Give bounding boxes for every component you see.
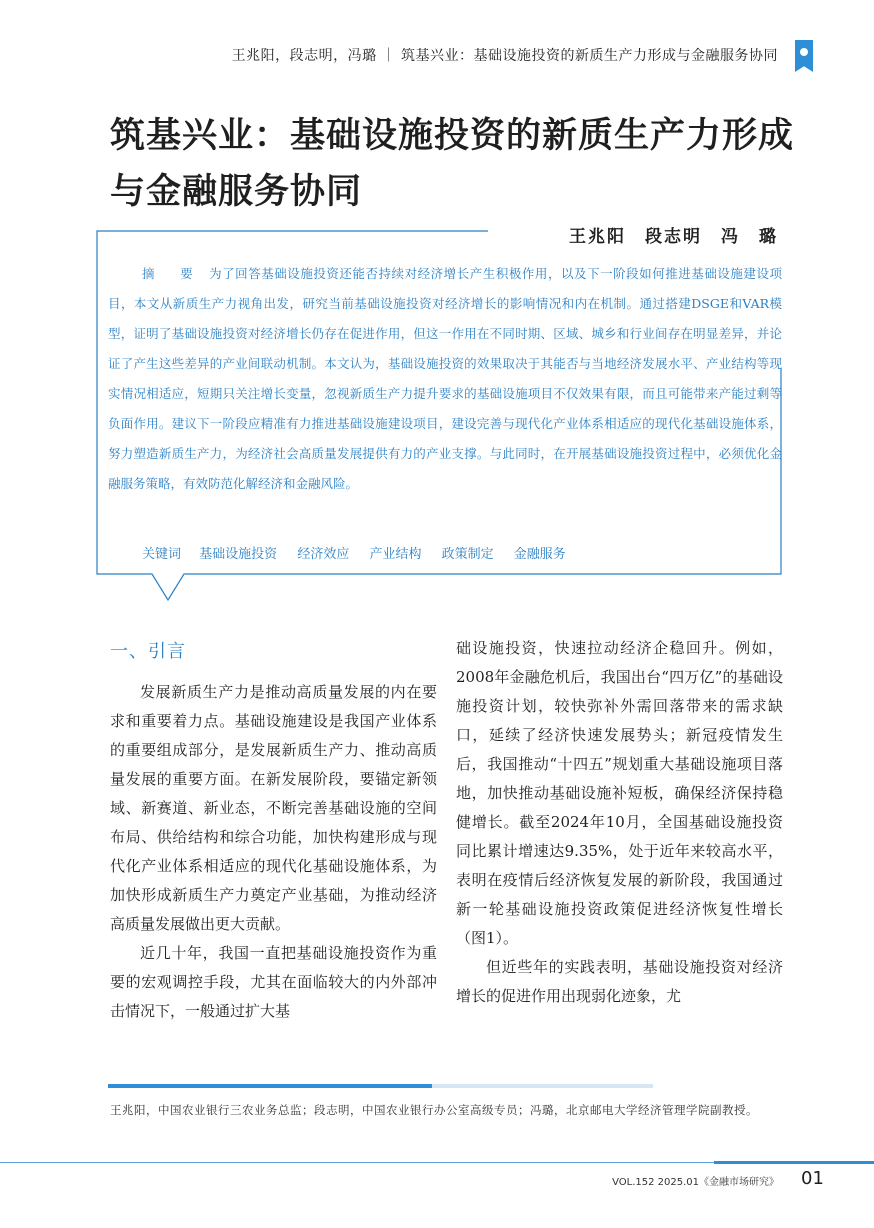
keywords-label: 关键词	[142, 547, 182, 562]
article-title: 筑基兴业：基础设施投资的新质生产力形成与金融服务协同	[110, 115, 795, 212]
running-head: 王兆阳，段志明，冯璐 ｜ 筑基兴业：基础设施投资的新质生产力形成与金融服务协同	[231, 48, 778, 64]
body-paragraph: 础设施投资，快速拉动经济企稳回升。例如，2008年金融危机后，我国出台“四万亿”的基础设施投资计划，较快弥补外需回落带来的需求缺口，延续了经济快速发展势头；新冠疫情发生后，我国推动“十四五”规划重大基础设施项目落地，加快推动基础设施补短板，确保经济保持稳健增长。截至2024年10月，全国基础设施投资同比累计增速达9.35%，处于近年来较高水平，表明在疫情后经济恢复发展的新阶段，我国通过新一轮基础设施投资政策促进经济恢复性增长（图1）。	[456, 639, 783, 947]
journal-folio: VOL.152 2025.01《金融市场研究》	[612, 1177, 779, 1188]
page-number: 01	[801, 1168, 824, 1189]
keyword: 政策制定	[441, 547, 494, 562]
body-column-right	[456, 634, 783, 1011]
body-paragraph: 但近些年的实践表明，基础设施投资对经济增长的促进作用出现弱化迹象，尤	[456, 958, 783, 1005]
keyword: 基础设施投资	[199, 547, 278, 562]
keyword: 金融服务	[513, 547, 566, 562]
abstract-label: 摘 要	[142, 266, 200, 281]
body-column-left	[110, 678, 437, 1026]
authors: 王兆阳 段志明 冯 璐	[569, 227, 778, 247]
keyword: 经济效应	[297, 547, 350, 562]
body-paragraph: 发展新质生产力是推动高质量发展的内在要求和重要着力点。基础设施建设是我国产业体系的重要组成部分，是发展新质生产力、推动高质量发展的重要方面。在新发展阶段，要锚定新领域、新赛道、新业态，不断完善基础设施的空间布局、供给结构和综合功能，加快构建形成与现代化产业体系相适应的现代化基础设施体系，为加快形成新质生产力奠定产业基础，为推动经济高质量发展做出更大贡献。	[110, 683, 437, 933]
footnote-divider	[108, 1084, 653, 1088]
abstract-body: 为了回答基础设施投资还能否持续对经济增长产生积极作用，以及下一阶段如何推进基础设施建设项目，本文从新质生产力视角出发，研究当前基础设施投资对经济增长的影响情况和内在机制。通过搭建DSGE和VAR模型，证明了基础设施投资对经济增长仍存在促进作用，但这一作用在不同时期、区域、城乡和行业间存在明显差异，并论证了产生这些差异的产业间联动机制。本文认为，基础设施投资的效果取决于其能否与当地经济发展水平、产业结构等现实情况相适应，短期只关注增长变量，忽视新质生产力提升要求的基础设施项目不仅效果有限，而且可能带来产能过剩等负面作用。建议下一阶段应精准有力推进基础设施建设项目，建设完善与现代化产业体系相适应的现代化基础设施体系，努力塑造新质生产力，为经济社会高质量发展提供有力的产业支撑。与此同时，在开展基础设施投资过程中，必须优化金融服务策略，有效防范化解经济和金融风险。	[108, 266, 782, 491]
keyword: 产业结构	[369, 547, 422, 562]
footer-rule-accent	[714, 1161, 874, 1164]
keywords	[142, 543, 582, 562]
section-heading: 一、引言	[110, 641, 186, 662]
author-footnote: 王兆阳，中国农业银行三农业务总监；段志明，中国农业银行办公室高级专员；冯璐，北京邮电大学经济管理学院副教授。	[110, 1103, 758, 1117]
footnote-divider-accent	[108, 1084, 432, 1088]
bookmark-dot	[800, 48, 808, 56]
abstract-paragraph	[108, 259, 782, 499]
body-paragraph: 近几十年，我国一直把基础设施投资作为重要的宏观调控手段，尤其在面临较大的内外部冲击情况下，一般通过扩大基	[110, 944, 437, 1020]
bookmark-icon	[795, 40, 813, 72]
abstract-box	[96, 230, 782, 574]
